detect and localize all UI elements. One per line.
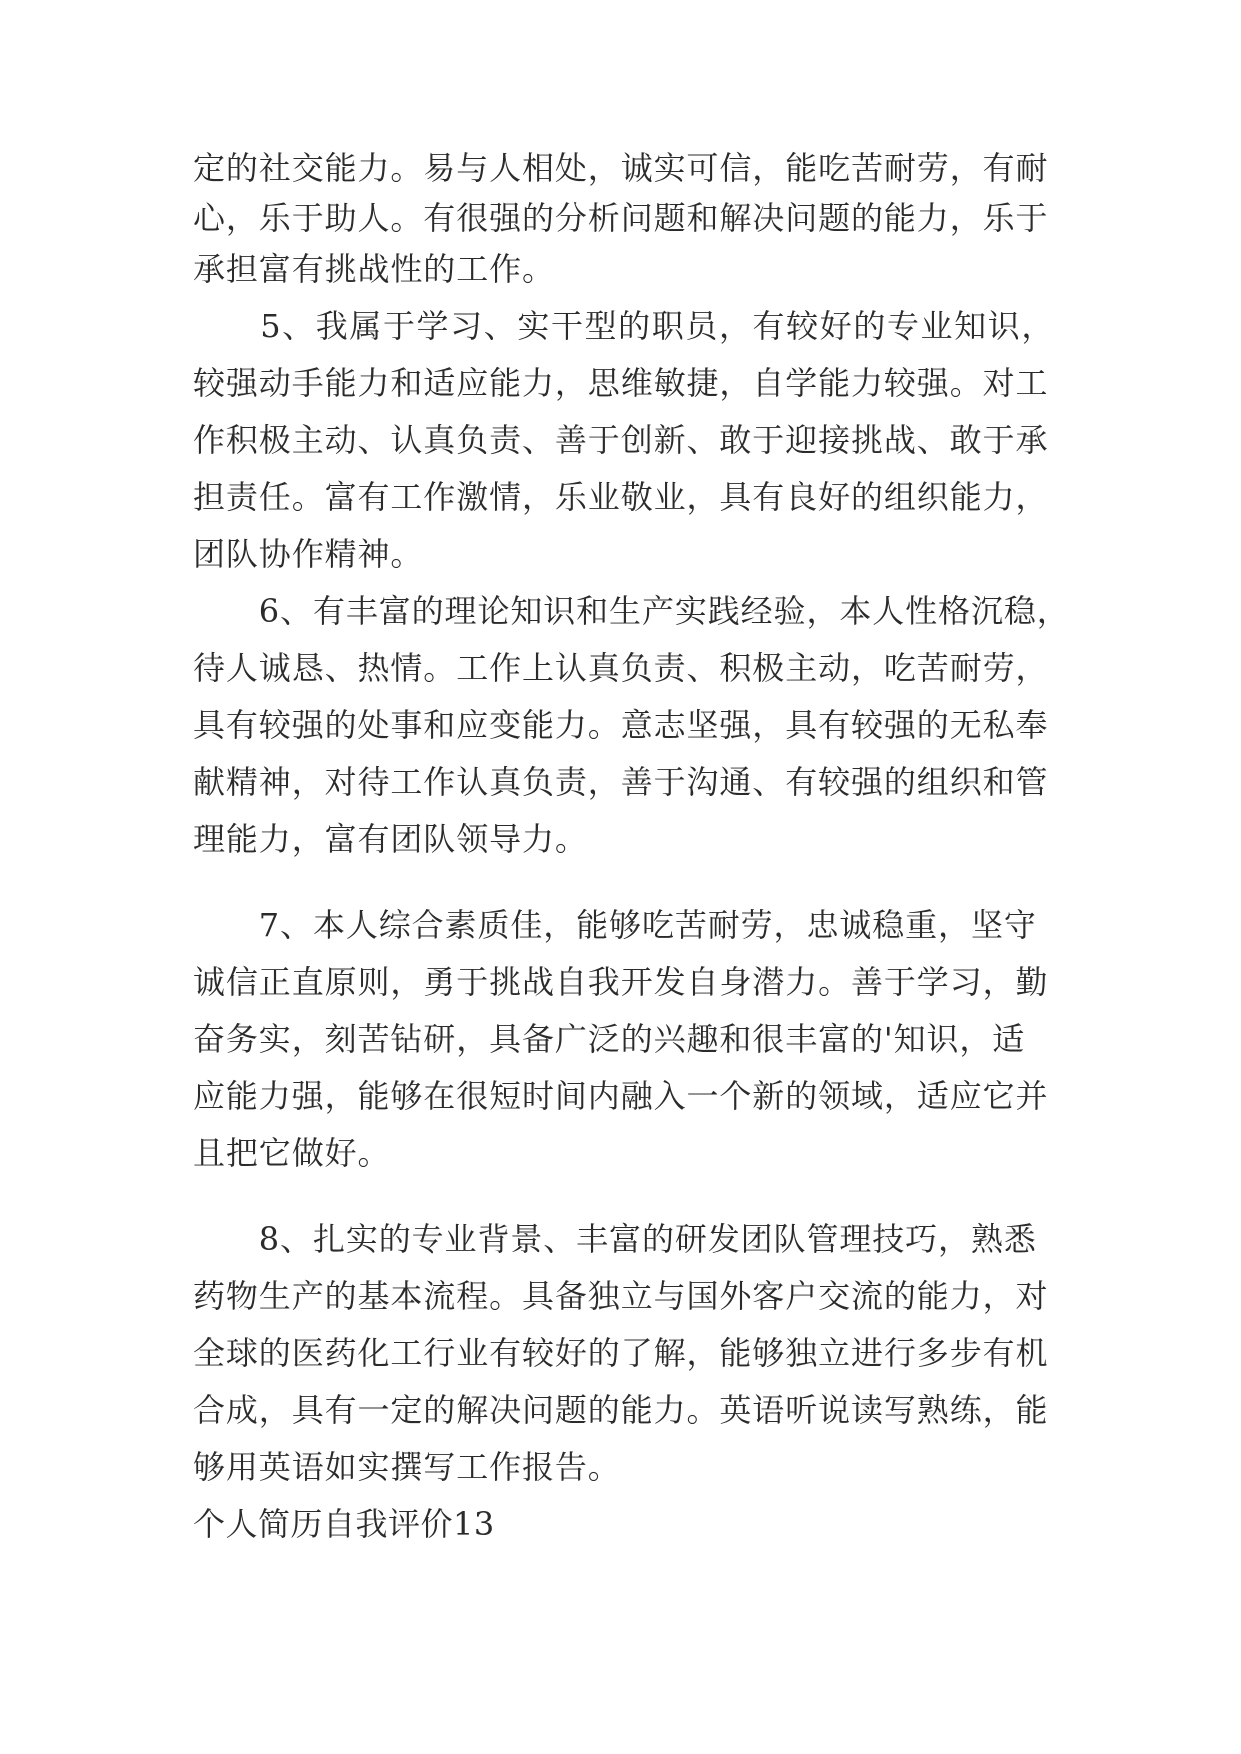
section-title: 个人简历自我评价13 [193, 1505, 495, 1543]
paragraph-line: 5、我属于学习、实干型的职员，有较好的专业知识， [193, 307, 1055, 345]
paragraph-line: 理能力，富有团队领导力。 [193, 820, 588, 858]
paragraph-line: 诚信正直原则，勇于挑战自我开发自身潜力。善于学习，勤 [193, 963, 1049, 1001]
paragraph-line: 且把它做好。 [193, 1134, 391, 1172]
paragraph-line: 8、扎实的专业背景、丰富的研发团队管理技巧，熟悉 [193, 1220, 1037, 1258]
paragraph-line: 奋务实，刻苦钻研，具备广泛的兴趣和很丰富的'知识，适 [193, 1020, 1026, 1058]
paragraph-line: 作积极主动、认真负责、善于创新、敢于迎接挑战、敢于承 [193, 421, 1049, 459]
paragraph-line: 具有较强的处事和应变能力。意志坚强，具有较强的无私奉 [193, 706, 1049, 744]
paragraph-line: 够用英语如实撰写工作报告。 [193, 1448, 621, 1486]
paragraph-line: 较强动手能力和适应能力，思维敏捷，自学能力较强。对工 [193, 364, 1049, 402]
paragraph-line: 心，乐于助人。有很强的分析问题和解决问题的能力，乐于 [193, 199, 1049, 237]
paragraph-line: 6、有丰富的理论知识和生产实践经验，本人性格沉稳， [193, 592, 1070, 630]
paragraph-line: 7、本人综合素质佳，能够吃苦耐劳，忠诚稳重，坚守 [193, 906, 1037, 944]
paragraph-line: 承担富有挑战性的工作。 [193, 250, 555, 288]
paragraph-line: 合成，具有一定的解决问题的能力。英语听说读写熟练，能 [193, 1391, 1049, 1429]
paragraph-line: 献精神，对待工作认真负责，善于沟通、有较强的组织和管 [193, 763, 1049, 801]
paragraph-line: 待人诚恳、热情。工作上认真负责、积极主动，吃苦耐劳， [193, 649, 1049, 687]
paragraph-line: 应能力强，能够在很短时间内融入一个新的领域，适应它并 [193, 1077, 1049, 1115]
paragraph-line: 药物生产的基本流程。具备独立与国外客户交流的能力，对 [193, 1277, 1049, 1315]
paragraph-line: 定的社交能力。易与人相处，诚实可信，能吃苦耐劳，有耐 [193, 149, 1049, 187]
paragraph-line: 担责任。富有工作激情，乐业敬业，具有良好的组织能力， [193, 478, 1049, 516]
paragraph-line: 团队协作精神。 [193, 535, 424, 573]
paragraph-line: 全球的医药化工行业有较好的了解，能够独立进行多步有机 [193, 1334, 1049, 1372]
